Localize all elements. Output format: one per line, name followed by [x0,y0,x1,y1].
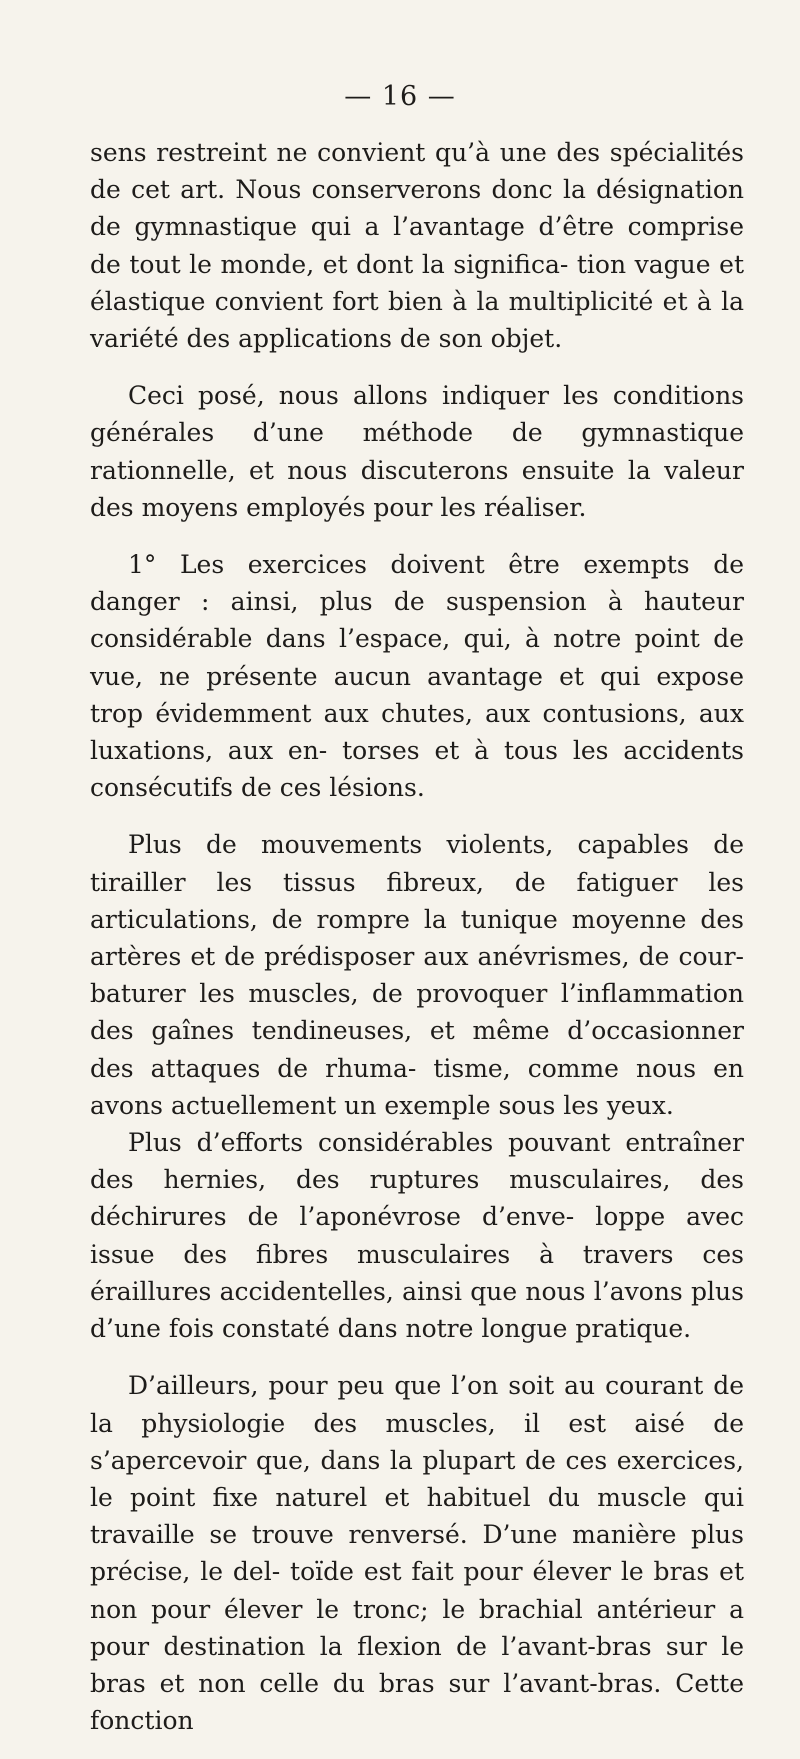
paragraph-1: sens restreint ne convient qu’à une des spécialités de cet art. Nous conserverons donc la désignation de gymnastique qui a l’avantage d’être comprise de tout le monde, et dont la significa- tion vague et élastique convient fort bien à la multiplicité et à la variété des applications de son objet. [90,138,744,354]
paragraph-2: Ceci posé, nous allons indiquer les conditions générales d’une méthode de gymnastique rationnelle, et nous discuterons ensuite la valeur des moyens employés pour les réaliser. [90,381,744,522]
paragraph-5: Plus d’efforts considérables pouvant entraîner des hernies, des ruptures musculaires, des déchirures de l’aponévrose d’enve- loppe avec issue des fibres musculaires à travers ces éraillures accidentelles, ainsi que nous l’avons plus d’une fois constaté dans notre longue pratique. [90,1128,744,1344]
paragraph-3: 1° Les exercices doivent être exempts de danger : ainsi, plus de suspension à hauteur considérable dans l’espace, qui, à notre point de vue, ne présente aucun avantage et qui expose trop évidemment aux chutes, aux contusions, aux luxations, aux en- torses et à tous les accidents consécutifs de ces lésions. [90,550,744,803]
paragraph-6: D’ailleurs, pour peu que l’on soit au courant de la physiologie des muscles, il est aisé de s’apercevoir que, dans la plupart de ces exercices, le point fixe naturel et habituel du muscle qui travaille se trouve renversé. D’une manière plus précise, le del- toïde est fait pour élever le bras et non pour élever le tronc; le brachial antérieur a pour destination la flexion de l’avant-bras sur le bras et non celle du bras sur l’avant-bras. Cette fonction [90,1371,744,1736]
body-text [90,134,744,1759]
paragraph-4: Plus de mouvements violents, capables de tirailler les tissus fibreux, de fatiguer les articulations, de rompre la tunique moyenne des artères et de prédisposer aux anévrismes, de cour- baturer les muscles, de provoquer l’inflammation des gaînes tendineuses, et même d’occasionner des attaques de rhuma- tisme, comme nous en avons actuellement un exemple sous les yeux. [90,830,744,1120]
page-number: — 16 — [344,81,456,112]
